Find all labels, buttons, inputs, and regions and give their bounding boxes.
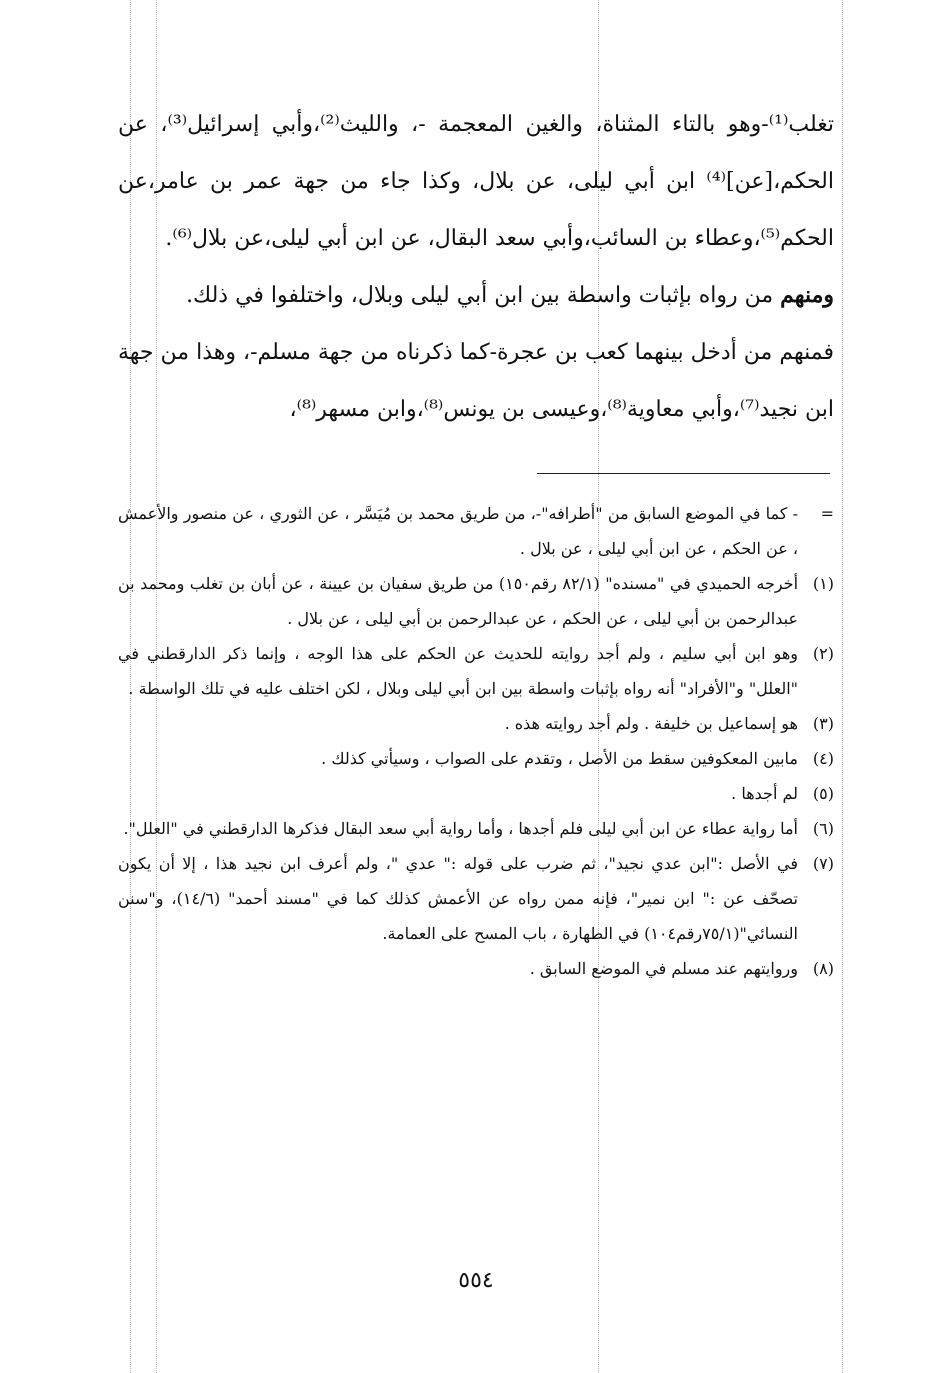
footnote-text: أما رواية عطاء عن ابن أبي ليلى فلم أجدها ، وأما رواية أبي سعد البقال فذكرها الدارقطني في "العلل". (123, 819, 798, 838)
footnote-continuation (118, 496, 834, 566)
main-paragraph-3 (118, 324, 834, 438)
footnote-text: وهو ابن أبي سليم ، ولم أجد روايته للحديث عن الحكم على هذا الوجه ، وإنما ذكر الدارقطني في "العلل" و"الأفراد" أنه رواه بإثبات واسطة بين ابن أبي ليلى وبلال ، لكن اختلف عليه في تلك الواسطة . (118, 644, 798, 698)
footnote-text: هو إسماعيل بن خليفة . ولم أجد روايته هذه . (504, 714, 798, 733)
footnote-3 (118, 706, 834, 741)
paragraph-text: فمنهم من أدخل بينهما كعب بن عجرة-كما ذكرناه من جهة مسلم-، وهذا من جهة ابن نجيد⁽⁷⁾،وأبي معاوية⁽⁸⁾،وعيسى بن يونس⁽⁸⁾،وابن مسهر⁽⁸⁾، (118, 340, 834, 422)
footnote-number: (٣) (812, 714, 834, 733)
paragraph-text: من رواه بإثبات واسطة بين ابن أبي ليلى وبلال، واختلفوا في ذلك. (186, 283, 781, 308)
footnote-text: أخرجه الحميدي في "مسنده" (٨٢/١ رقم١٥٠) من طريق سفيان بن عيينة ، عن أبان بن تغلب ومحمد بن عبدالرحمن بن أبي ليلى ، عن الحكم ، عن عبدالرحمن بن أبي ليلى ، عن بلال . (118, 574, 799, 628)
footnotes-section (118, 496, 834, 986)
footnote-text: لم أجدها . (731, 784, 798, 803)
footnote-text: - كما في الموضع السابق من "أطرافه"-، من طريق محمد بن مُيَسَّر ، عن الثوري ، عن منصور والأعمش ، عن الحكم ، عن ابن أبي ليلى ، عن بلال . (118, 504, 798, 558)
footnote-number: (٦) (812, 819, 834, 838)
footnote-separator (537, 473, 830, 474)
footnote-8 (118, 951, 834, 986)
main-paragraph-1 (118, 96, 834, 267)
page-number: ٥٥٤ (458, 1268, 494, 1293)
main-text-body (118, 96, 834, 438)
footnote-text: في الأصل :"ابن عدي نجيد"، ثم ضرب على قوله :" عدي "، ولم أعرف ابن نجيد هذا ، إلا أن يكون تصحّف عن :" ابن نمير"، فإنه ممن رواه عن الأعمش كذلك كما في "مسند أحمد" (١٤/٦)، و"سنن النسائي"(٧٥/١رقم١٠٤) في الطهارة ، باب المسح على العمامة. (118, 854, 799, 943)
footnote-number: (٤) (812, 749, 834, 768)
footnote-6 (118, 811, 834, 846)
main-paragraph-2 (118, 267, 834, 324)
footnote-text: وروايتهم عند مسلم في الموضع السابق . (529, 959, 798, 978)
paragraph-text: تغلب⁽¹⁾-وهو بالتاء المثناة، والغين المعجمة -، والليث⁽²⁾،وأبي إسرائيل⁽³⁾، عن الحكم،[عن]⁽⁴⁾ ابن أبي ليلى، عن بلال، وكذا جاء من جهة عمر بن عامر،عن الحكم⁽⁵⁾،وعطاء بن السائب،وأبي سعد البقال، عن ابن أبي ليلى،عن بلال⁽⁶⁾. (118, 112, 834, 251)
footnote-text: مابين المعكوفين سقط من الأصل ، وتقدم على الصواب ، وسيأتي كذلك . (321, 749, 798, 768)
footnote-number: = (820, 504, 834, 523)
footnote-number: (٧) (812, 854, 834, 873)
footnote-7 (118, 846, 834, 951)
footnote-number: (١) (812, 574, 834, 593)
footnote-2 (118, 636, 834, 706)
footnote-number: (٨) (812, 959, 834, 978)
scan-artifact-line (842, 0, 843, 1373)
footnote-number: (٥) (812, 784, 834, 803)
paragraph-lead: ومنهم (780, 282, 834, 308)
footnote-1 (118, 566, 834, 636)
footnote-4 (118, 741, 834, 776)
footnote-5 (118, 776, 834, 811)
footnote-number: (٢) (812, 644, 834, 663)
